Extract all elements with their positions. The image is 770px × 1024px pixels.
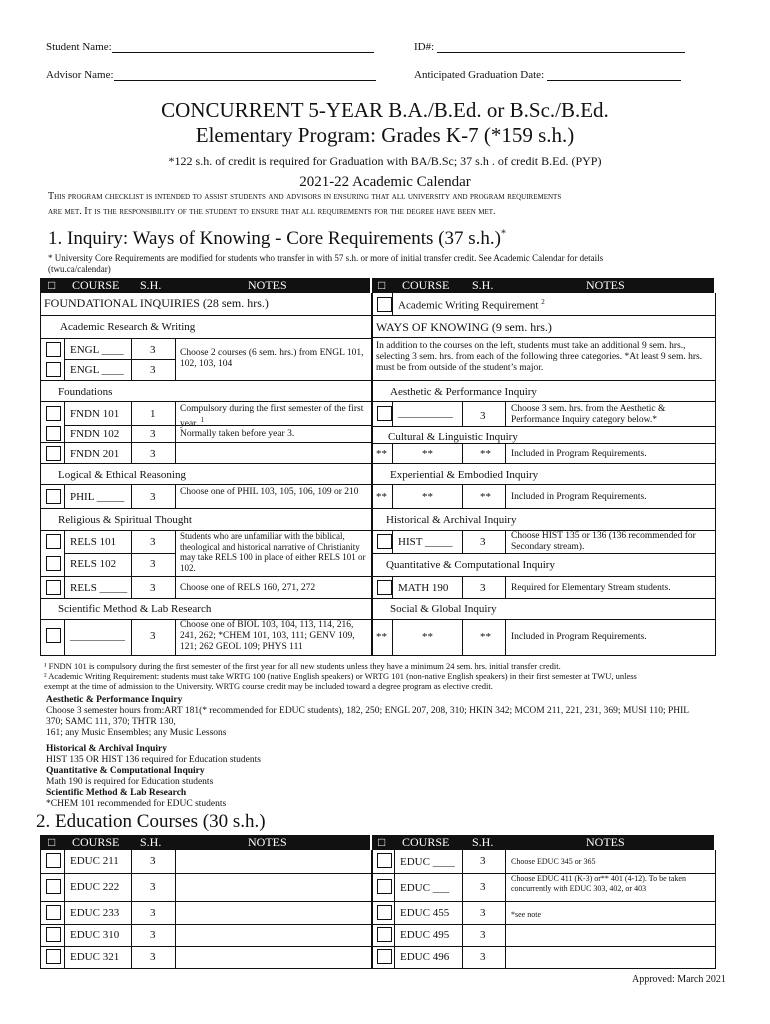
ways-of-knowing-heading: WAYS OF KNOWING (9 sem. hrs.): [376, 320, 552, 334]
educ-elective1-checkbox[interactable]: [377, 853, 392, 868]
category-notes: Aesthetic & Performance Inquiry Choose 3 semester hours from:ART 181(* recommended for EDUC students), 182, 250; ENGL 207, 208, 310; HKIN 342; MCOM 211, 221, 231, 369; MUSI 110; PHIL 370; SAMC 111, 370; THTR 130, 161; any Music Ensembles; any Music Lessons Historical & Archival Inquiry HIST 135 OR HIST 136 required for Education students Quantitative & Computational Inquiry Math 190 is required for Education students Scientific Method & Lab Research *CHEM 101 recommended for EDUC students: [46, 695, 690, 809]
religious-label: Religious & Spiritual Thought: [58, 514, 192, 526]
fndn101-note: Compulsory during the first semester of the first year. $^1$: [180, 404, 364, 430]
rels-sh: 3: [150, 582, 156, 594]
engl-note: Choose 2 courses (6 sem. hrs.) from ENGL 101, 102, 103, 104: [180, 348, 364, 369]
phil-note: Choose one of PHIL 103, 105, 106, 109 or 210: [180, 487, 359, 497]
advisor-name-field[interactable]: Advisor Name:: [46, 68, 376, 81]
experiential-label: Experiential & Embodied Inquiry: [390, 469, 539, 481]
educ233-sh: 3: [150, 907, 156, 919]
fndn201-sh: 3: [150, 448, 156, 460]
left-table-header: □ COURSE S.H. NOTES: [40, 278, 370, 293]
math-note: Required for Elementary Stream students.: [511, 583, 671, 593]
rels101-sh: 3: [150, 536, 156, 548]
rels-note: Students who are unfamiliar with the biblical, theological and historical narrative of Christianity may take RELS 100 in place of either RELS 101 or 102.: [180, 531, 366, 573]
science-course: __________: [70, 630, 125, 642]
educ495-sh: 3: [480, 929, 486, 941]
educ-elective2-note: Choose EDUC 411 (K-3) or** 401 (4-12). To be taken concurrently with EDUC 303, 402, or 403: [511, 874, 686, 893]
educ496-checkbox[interactable]: [377, 949, 392, 964]
educ222-course: EDUC 222: [70, 881, 120, 893]
social-note: Included in Program Requirements.: [511, 632, 647, 642]
educ455-sh: 3: [480, 907, 486, 919]
section1-note1: * University Core Requirements are modified for students who transfer in with 57 s.h. or more of initial transfer credit. See Academic Calendar for details: [48, 253, 604, 263]
educ321-course: EDUC 321: [70, 951, 120, 963]
rels-choose-note: Choose one of RELS 160, 271, 272: [180, 583, 316, 593]
fndn102-sh: 3: [150, 428, 156, 440]
educ496-course: EDUC 496: [400, 951, 450, 963]
rels102-course: RELS 102: [70, 558, 117, 570]
social-sh: **: [480, 631, 491, 643]
engl2-sh: 3: [150, 364, 156, 376]
fndn201-course: FNDN 201: [70, 448, 120, 460]
fndn102-checkbox[interactable]: [46, 426, 61, 441]
educ222-checkbox[interactable]: [46, 879, 61, 894]
calendar-year: 2021-22 Academic Calendar: [299, 174, 471, 190]
section1-note2: (twu.ca/calendar): [48, 264, 111, 274]
section2-heading: 2. Education Courses (30 s.h.): [36, 811, 266, 832]
educ-elective1-sh: 3: [480, 855, 486, 867]
student-name-field[interactable]: Student Name:: [46, 40, 374, 53]
educ310-sh: 3: [150, 929, 156, 941]
rels-checkbox[interactable]: [46, 580, 61, 595]
experiential-box: **: [376, 491, 387, 503]
educ321-sh: 3: [150, 951, 156, 963]
experiential-note: Included in Program Requirements.: [511, 492, 647, 502]
title-line1: CONCURRENT 5-YEAR B.A./B.Ed. or B.Sc./B.Ed.: [161, 98, 609, 122]
academic-writing-checkbox[interactable]: [377, 297, 392, 312]
math-checkbox[interactable]: [377, 580, 392, 595]
social-box: **: [376, 631, 387, 643]
engl2-checkbox[interactable]: [46, 362, 61, 377]
quantitative-label: Quantitative & Computational Inquiry: [386, 559, 555, 571]
ways-note: In addition to the courses on the left, students must take an additional 9 sem. hrs., selecting 3 sem. hrs. from each of the following three categories. *At least 9 sem. hrs. must be from outside of the student’s major.: [376, 341, 703, 373]
fndn101-checkbox[interactable]: [46, 406, 61, 421]
educ-elective1-course: EDUC ____: [400, 856, 455, 868]
edu-right-header: □ COURSE S.H. NOTES: [372, 835, 714, 850]
phil-sh: 3: [150, 491, 156, 503]
rels101-course: RELS 101: [70, 536, 117, 548]
id-field[interactable]: ID#:: [414, 40, 685, 53]
experiential-sh: **: [480, 491, 491, 503]
educ-elective2-checkbox[interactable]: [377, 879, 392, 894]
hist-note: Choose HIST 135 or 136 (136 recommended for Secondary stream).: [511, 531, 696, 552]
fndn101-sh: 1: [150, 408, 156, 420]
right-table-header: □ COURSE S.H. NOTES: [372, 278, 714, 293]
graduation-date-field[interactable]: Anticipated Graduation Date:: [414, 68, 681, 81]
educ211-checkbox[interactable]: [46, 853, 61, 868]
title-line2: Elementary Program: Grades K-7 (*159 s.h.): [195, 123, 575, 147]
rels102-checkbox[interactable]: [46, 556, 61, 571]
science-checkbox[interactable]: [46, 628, 61, 643]
educ310-course: EDUC 310: [70, 929, 120, 941]
academic-writing-label: Academic Writing Requirement $^2$: [398, 298, 545, 312]
cultural-label: Cultural & Linguistic Inquiry: [388, 431, 518, 443]
educ310-checkbox[interactable]: [46, 927, 61, 942]
educ211-sh: 3: [150, 855, 156, 867]
rels102-sh: 3: [150, 558, 156, 570]
social-course: **: [422, 631, 433, 643]
aesthetic-note: Choose 3 sem. hrs. from the Aesthetic & Performance Inquiry category below.*: [511, 404, 666, 425]
hist-course: HIST _____: [398, 536, 453, 548]
hist-checkbox[interactable]: [377, 534, 392, 549]
rels-course: RELS _____: [70, 582, 128, 594]
math-course: MATH 190: [398, 582, 449, 594]
title-note: *122 s.h. of credit is required for Graduation with BA/B.Sc; 37 s.h . of credit B.Ed. (PYP): [168, 154, 602, 168]
section1-heading: 1. Inquiry: Ways of Knowing - Core Requirements (37 s.h.)*: [48, 228, 506, 249]
edu-left-header: □ COURSE S.H. NOTES: [40, 835, 370, 850]
fndn201-checkbox[interactable]: [46, 446, 61, 461]
educ233-checkbox[interactable]: [46, 905, 61, 920]
cultural-course: **: [422, 448, 433, 460]
educ233-course: EDUC 233: [70, 907, 120, 919]
disclaimer-line1: This program checklist is intended to assist students and advisors in ensuring that all university and program requirements: [48, 191, 562, 202]
educ-elective2-course: EDUC ___: [400, 882, 450, 894]
disclaimer-line2: are met. It is the responsibility of the student to ensure that all requirements for the degree have been met.: [48, 206, 496, 217]
engl1-course: ENGL ____: [70, 344, 124, 356]
educ-elective2-sh: 3: [480, 881, 486, 893]
educ455-note: *see note: [511, 910, 541, 919]
educ222-sh: 3: [150, 881, 156, 893]
engl2-course: ENGL ____: [70, 364, 124, 376]
educ495-checkbox[interactable]: [377, 927, 392, 942]
cultural-box: **: [376, 448, 387, 460]
hist-sh: 3: [480, 536, 486, 548]
historical-label: Historical & Archival Inquiry: [386, 514, 517, 526]
rels101-checkbox[interactable]: [46, 534, 61, 549]
phil-checkbox[interactable]: [46, 489, 61, 504]
phil-course: PHIL _____: [70, 491, 125, 503]
logical-label: Logical & Ethical Reasoning: [58, 469, 186, 481]
foundations-label: Foundations: [58, 386, 113, 398]
cultural-note: Included in Program Requirements.: [511, 449, 647, 459]
engl1-checkbox[interactable]: [46, 342, 61, 357]
social-label: Social & Global Inquiry: [390, 603, 497, 615]
scientific-label: Scientific Method & Lab Research: [58, 603, 212, 615]
experiential-course: **: [422, 491, 433, 503]
educ455-course: EDUC 455: [400, 907, 450, 919]
fndn101-course: FNDN 101: [70, 408, 120, 420]
academic-research-label: Academic Research & Writing: [60, 321, 196, 333]
science-note: Choose one of BIOL 103, 104, 113, 114, 216, 241, 262; *CHEM 101, 103, 111; GENV 109, 121; 262 GEOL 109; PHYS 111: [180, 620, 355, 652]
fndn102-note: Normally taken before year 3.: [180, 429, 295, 439]
educ211-course: EDUC 211: [70, 855, 119, 867]
educ321-checkbox[interactable]: [46, 949, 61, 964]
engl1-sh: 3: [150, 344, 156, 356]
cultural-sh: **: [480, 448, 491, 460]
educ455-checkbox[interactable]: [377, 905, 392, 920]
educ495-course: EDUC 495: [400, 929, 450, 941]
fndn102-course: FNDN 102: [70, 428, 120, 440]
educ496-sh: 3: [480, 951, 486, 963]
foundational-heading: FOUNDATIONAL INQUIRIES (28 sem. hrs.): [44, 296, 269, 310]
math-sh: 3: [480, 582, 486, 594]
aesthetic-course: __________: [398, 407, 453, 419]
approved-date: Approved: March 2021: [632, 974, 726, 985]
footnotes: ¹ FNDN 101 is compulsory during the first semester of the first year for all new students unless they have a minimum 24 sem. hrs. initial transfer credit. ² Academic Writing Requirement: students must take WRTG 100 (native English speakers) or WRTG 101 (non-native English speakers) in their first semester at TWU, unless exempt at the time of admission to the University. WRTG course credit may be included toward a degree program as elective credit.: [44, 661, 637, 691]
educ-elective1-note: Choose EDUC 345 or 365: [511, 857, 596, 866]
aesthetic-checkbox[interactable]: [377, 406, 392, 421]
aesthetic-sh: 3: [480, 410, 486, 422]
aesthetic-label: Aesthetic & Performance Inquiry: [390, 386, 537, 398]
science-sh: 3: [150, 630, 156, 642]
